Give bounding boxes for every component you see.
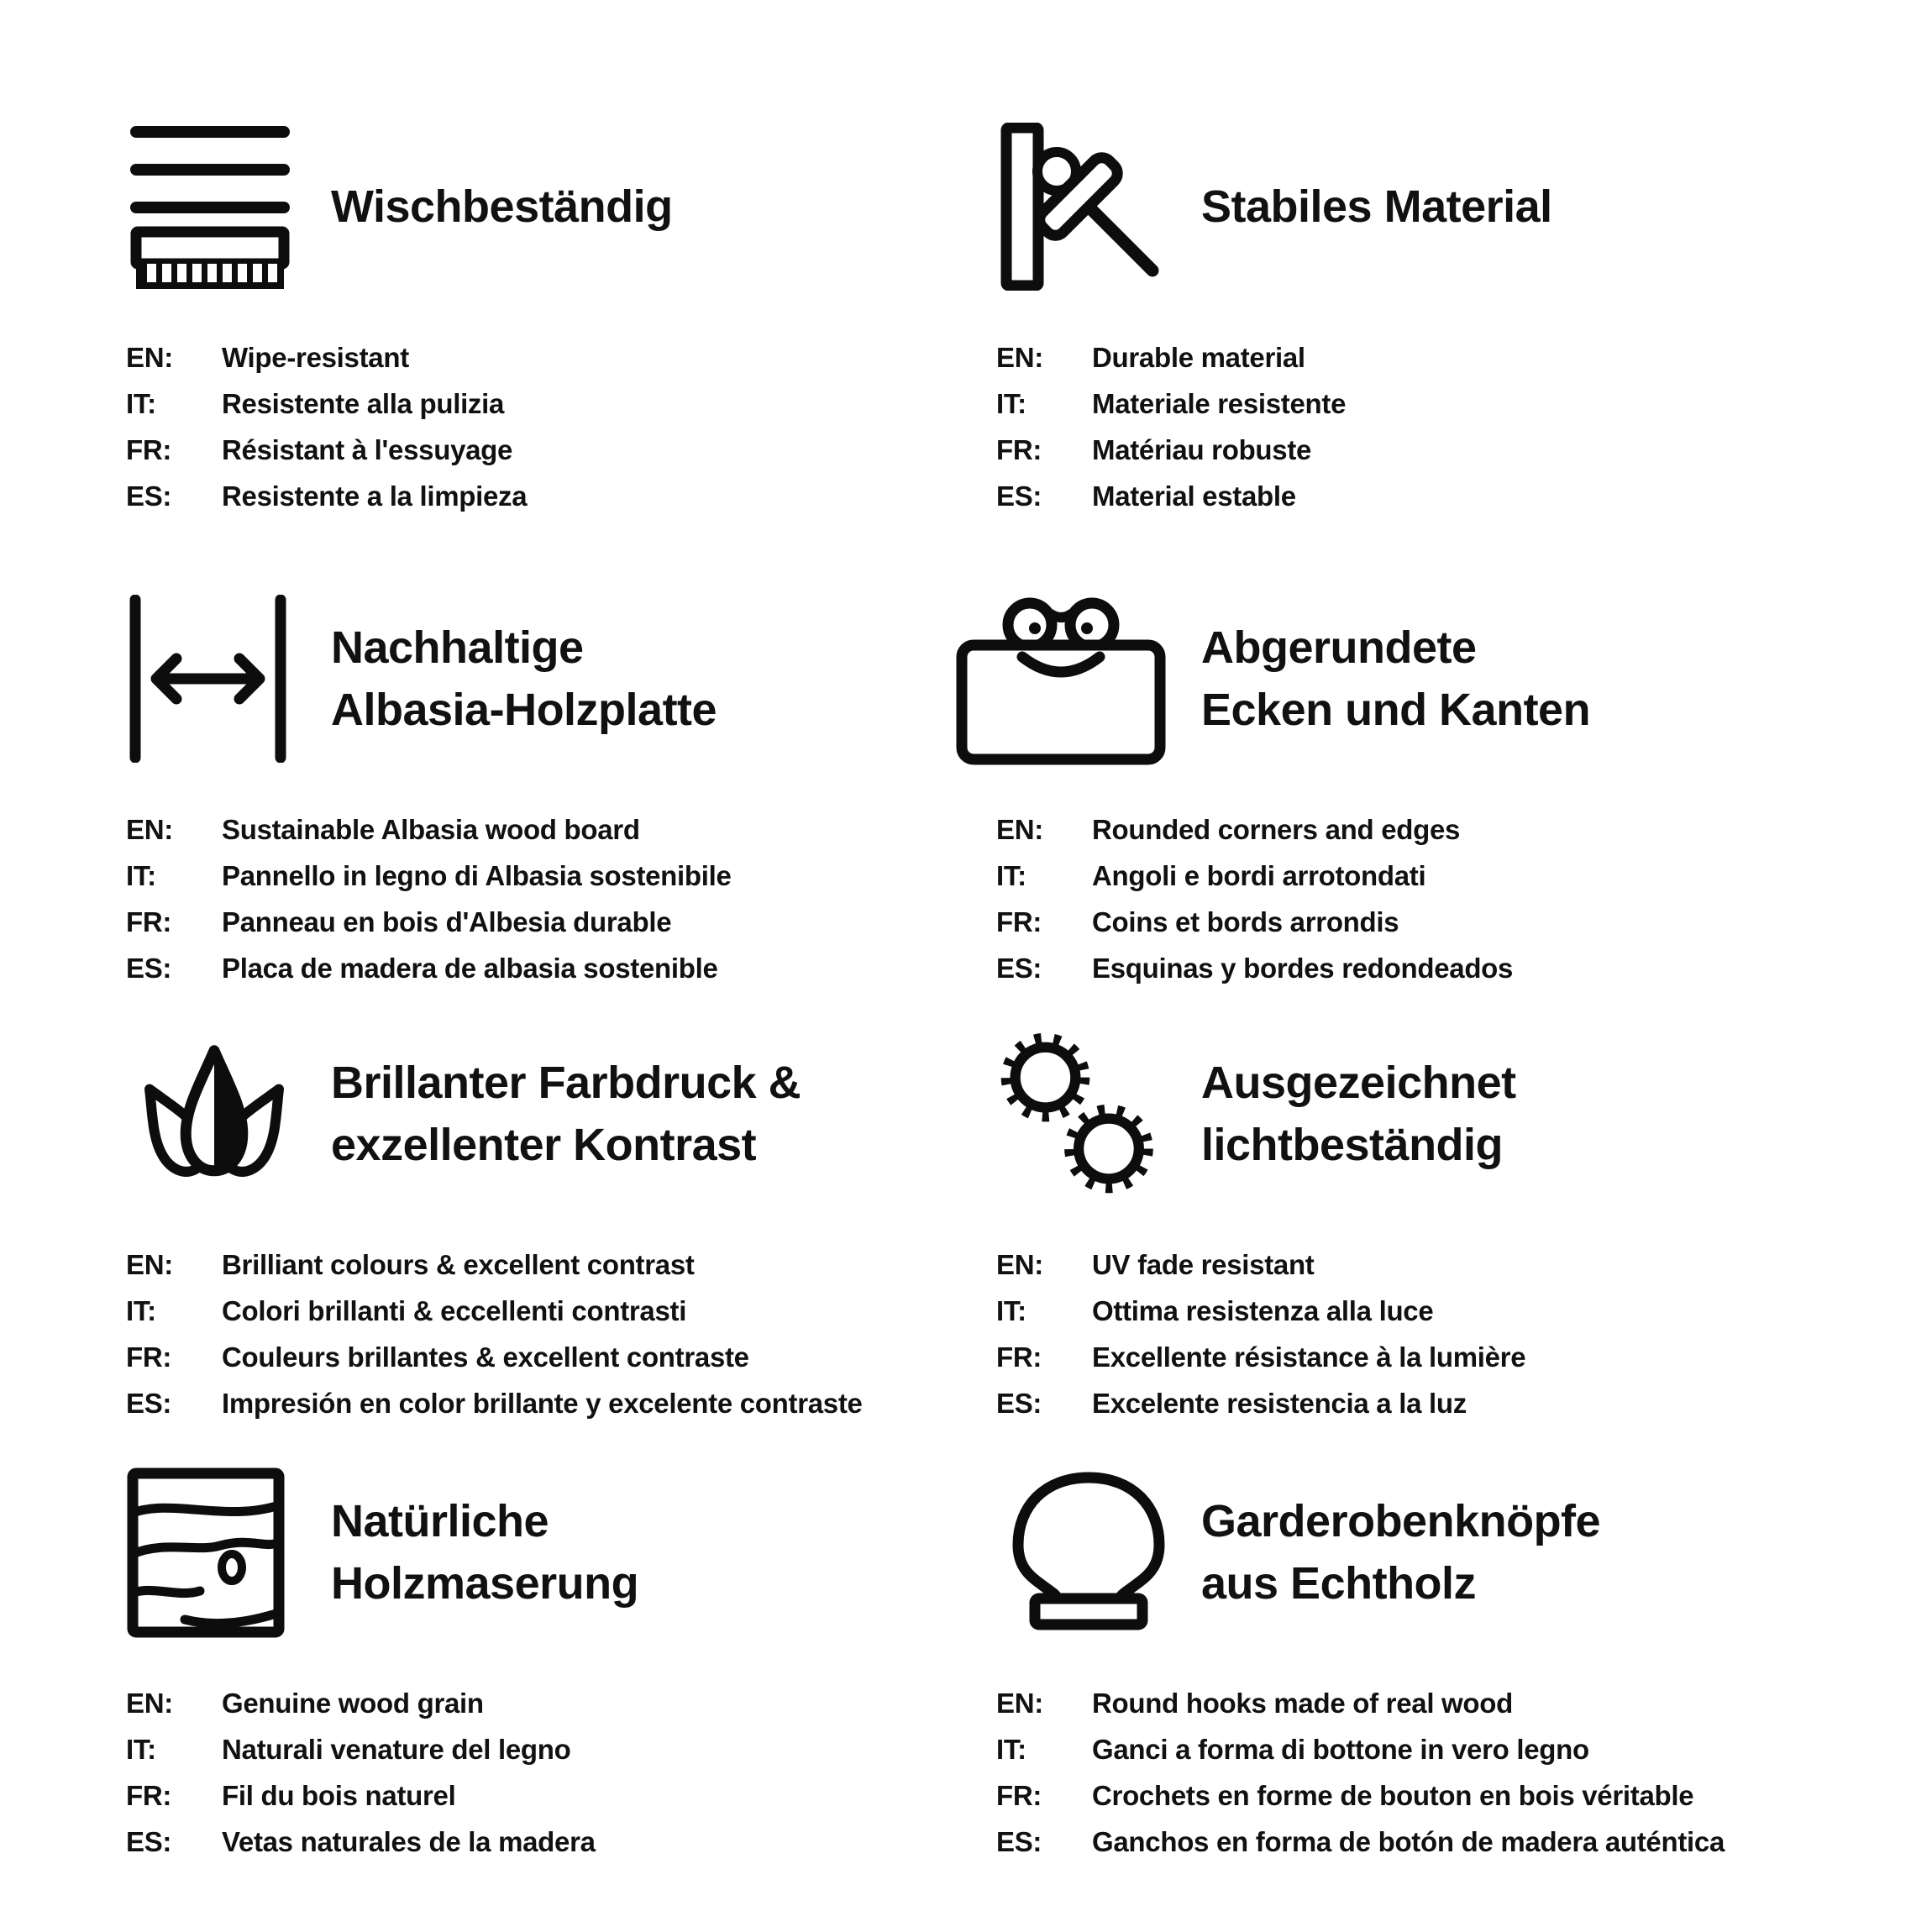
board-hammer-icon [996, 123, 1168, 291]
translation-fr: Matériau robuste [1092, 434, 1312, 465]
icon-title-row [126, 590, 996, 768]
lang-label-es: ES: [996, 953, 1042, 984]
lang-label-fr: FR: [996, 906, 1042, 937]
feature-albasia-board [126, 590, 996, 1025]
lang-label-it: IT: [996, 388, 1026, 419]
feature-wood-knobs [996, 1463, 1890, 1865]
translation-es: Resistente a la limpieza [222, 480, 528, 512]
title-line: Holzmaserung [331, 1558, 639, 1609]
lang-label-it: IT: [126, 860, 156, 891]
translation-list [996, 1680, 1890, 1865]
lang-label-fr: FR: [126, 1780, 172, 1811]
title-line: Albasia-Holzplatte [331, 685, 717, 735]
lang-label-en: EN: [996, 814, 1043, 845]
translation-fr: Coins et bords arrondis [1092, 906, 1399, 937]
feature-grid [126, 118, 1890, 1865]
translation-es: Esquinas y bordes redondeados [1092, 953, 1514, 984]
title-line: aus Echtholz [1201, 1558, 1477, 1609]
translation-en: Brilliant colours & excellent contrast [222, 1249, 695, 1280]
icon-title-row [996, 1463, 1890, 1641]
feature-title [1201, 617, 1590, 741]
lang-label-en: EN: [996, 342, 1043, 373]
translation-list [996, 1242, 1890, 1426]
translation-es: Ganchos en forma de botón de madera auténtica [1092, 1826, 1725, 1857]
lang-label-fr: FR: [126, 434, 172, 465]
color-drops-icon [126, 1028, 302, 1200]
lang-label-it: IT: [996, 860, 1026, 891]
icon-title-row [126, 118, 996, 296]
lang-label-fr: FR: [996, 1341, 1042, 1373]
lang-label-es: ES: [126, 953, 172, 984]
icon-slot [996, 123, 1201, 291]
translation-en: Rounded corners and edges [1092, 814, 1461, 845]
icon-title-row [996, 1025, 1890, 1203]
translation-en: Durable material [1092, 342, 1305, 373]
title-line: exzellenter Kontrast [331, 1120, 757, 1170]
icon-slot [126, 123, 331, 291]
translation-fr: Crochets en forme de bouton en bois véritable [1092, 1780, 1694, 1811]
lang-label-en: EN: [126, 1249, 173, 1280]
lang-label-fr: FR: [126, 906, 172, 937]
lang-label-es: ES: [126, 480, 172, 512]
translation-it: Ottima resistenza alla luce [1092, 1295, 1434, 1326]
icon-title-row [126, 1025, 996, 1203]
lang-label-en: EN: [996, 1688, 1043, 1719]
lang-label-en: EN: [126, 814, 173, 845]
feature-title [331, 617, 717, 741]
translation-list [126, 334, 996, 519]
icon-title-row [126, 1463, 996, 1641]
lang-label-es: ES: [126, 1388, 172, 1419]
title-line: Garderobenknöpfe [1201, 1496, 1601, 1546]
feature-title [1201, 176, 1552, 238]
width-arrow-icon [126, 595, 290, 763]
icon-slot [996, 593, 1201, 765]
translation-es: Vetas naturales de la madera [222, 1826, 596, 1857]
lang-label-es: ES: [996, 480, 1042, 512]
lang-label-it: IT: [126, 1734, 156, 1765]
translation-fr: Excellente résistance à la lumière [1092, 1341, 1526, 1373]
icon-slot [996, 1471, 1201, 1635]
translation-es: Material estable [1092, 480, 1296, 512]
translation-list [996, 806, 1890, 991]
feature-title [331, 1052, 801, 1176]
icon-slot [126, 1028, 331, 1200]
icon-title-row [996, 118, 1890, 296]
translation-list [126, 1242, 996, 1426]
feature-title [1201, 1052, 1516, 1176]
feature-title [331, 1490, 638, 1614]
translation-fr: Couleurs brillantes & excellent contraste [222, 1341, 749, 1373]
title-line: Nachhaltige [331, 622, 584, 673]
title-line: Abgerundete [1201, 622, 1477, 673]
lang-label-fr: FR: [996, 434, 1042, 465]
translation-en: Sustainable Albasia wood board [222, 814, 640, 845]
translation-fr: Résistant à l'essuyage [222, 434, 513, 465]
lang-label-it: IT: [996, 1734, 1026, 1765]
lang-label-es: ES: [126, 1826, 172, 1857]
feature-durable-material [996, 118, 1890, 590]
icon-slot [126, 595, 331, 763]
translation-fr: Panneau en bois d'Albesia durable [222, 906, 672, 937]
translation-it: Colori brillanti & eccellenti contrasti [222, 1295, 687, 1326]
wood-grain-icon [126, 1467, 286, 1639]
lang-label-it: IT: [126, 388, 156, 419]
feature-wood-grain [126, 1463, 996, 1865]
lang-label-en: EN: [126, 342, 173, 373]
title-line: Ecken und Kanten [1201, 685, 1591, 735]
translation-en: Round hooks made of real wood [1092, 1688, 1513, 1719]
translation-en: Genuine wood grain [222, 1688, 484, 1719]
icon-slot [126, 1467, 331, 1639]
translation-it: Naturali venature del legno [222, 1734, 571, 1765]
translation-it: Ganci a forma di bottone in vero legno [1092, 1734, 1589, 1765]
title-line: Natürliche [331, 1496, 549, 1546]
wood-knob-icon [996, 1471, 1181, 1635]
lang-label-fr: FR: [126, 1341, 172, 1373]
lang-label-es: ES: [996, 1826, 1042, 1857]
icon-title-row [996, 590, 1890, 768]
wipe-brush-icon [126, 123, 294, 291]
lang-label-fr: FR: [996, 1780, 1042, 1811]
translation-en: Wipe-resistant [222, 342, 409, 373]
feature-wipe-resistant [126, 118, 996, 590]
lang-label-en: EN: [126, 1688, 173, 1719]
translation-es: Excelente resistencia a la luz [1092, 1388, 1467, 1419]
feature-uv-resistant [996, 1025, 1890, 1463]
translation-it: Resistente alla pulizia [222, 388, 505, 419]
translation-list [996, 334, 1890, 519]
translation-it: Angoli e bordi arrotondati [1092, 860, 1426, 891]
feature-title [331, 176, 673, 238]
translation-fr: Fil du bois naturel [222, 1780, 456, 1811]
feature-title [1201, 1490, 1600, 1614]
feature-brilliant-colours [126, 1025, 996, 1463]
translation-en: UV fade resistant [1092, 1249, 1315, 1280]
translation-list [126, 806, 996, 991]
translation-it: Pannello in legno di Albasia sostenibile [222, 860, 732, 891]
title-line: Ausgezeichnet [1201, 1058, 1516, 1108]
lang-label-en: EN: [996, 1249, 1043, 1280]
lang-label-es: ES: [996, 1388, 1042, 1419]
uv-suns-icon [996, 1030, 1164, 1198]
feature-rounded-corners [996, 590, 1890, 1025]
lang-label-it: IT: [126, 1295, 156, 1326]
icon-slot [996, 1030, 1201, 1198]
translation-list [126, 1680, 996, 1865]
title-line: lichtbeständig [1201, 1120, 1504, 1170]
translation-es: Impresión en color brillante y excelente contraste [222, 1388, 863, 1419]
translation-it: Materiale resistente [1092, 388, 1347, 419]
lang-label-it: IT: [996, 1295, 1026, 1326]
translation-es: Placa de madera de albasia sostenible [222, 953, 718, 984]
title-line: Stabiles Material [1201, 181, 1552, 232]
title-line: Wischbeständig [331, 181, 673, 232]
frog-board-icon [956, 593, 1166, 765]
title-line: Brillanter Farbdruck & [331, 1058, 801, 1108]
